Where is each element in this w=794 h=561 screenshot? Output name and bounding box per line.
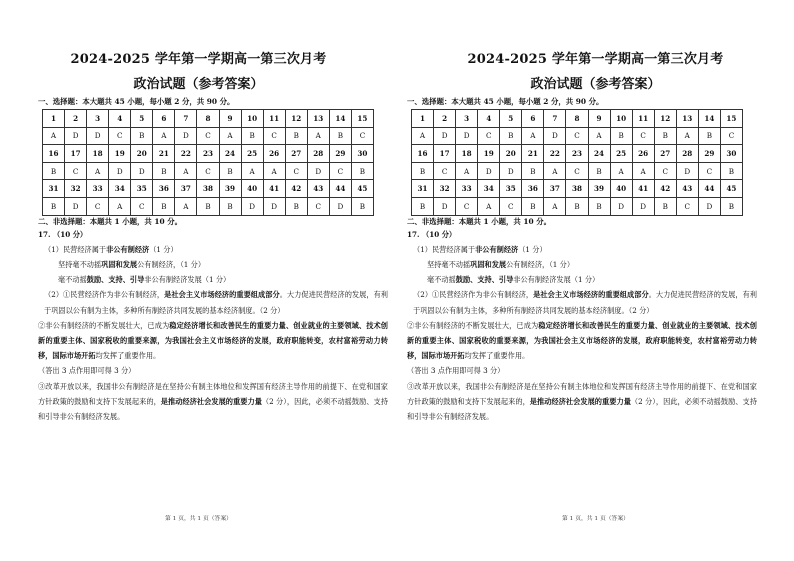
answer-row: [43, 127, 374, 145]
q17-part1-line3: 毫不动摇鼓励、支持、引导非公有制经济发展（1 分）: [58, 275, 231, 285]
answer-cell: A: [109, 197, 131, 215]
question-number-cell: 32: [434, 180, 456, 198]
section-nonchoice-heading: 二、非选择题：本题共 1 小题，共 10 分。: [38, 216, 182, 226]
question-number-cell: 18: [456, 145, 478, 163]
question-number-cell: 13: [307, 110, 329, 128]
answer-cell: B: [500, 127, 522, 145]
answer-cell: C: [698, 162, 720, 180]
question-number-cell: 6: [153, 110, 175, 128]
question-number-cell: 35: [500, 180, 522, 198]
question-number-row: [43, 145, 374, 163]
answer-cell: A: [43, 127, 65, 145]
question-number-cell: 9: [219, 110, 241, 128]
answer-cell: B: [566, 197, 588, 215]
answer-cell: C: [285, 162, 307, 180]
answer-cell: C: [676, 197, 698, 215]
answer-cell: A: [175, 197, 197, 215]
question-number-cell: 19: [109, 145, 131, 163]
answer-cell: A: [456, 162, 478, 180]
question-number-cell: 28: [676, 145, 698, 163]
answer-cell: B: [412, 197, 434, 215]
question-number-cell: 23: [197, 145, 219, 163]
answer-cell: D: [175, 127, 197, 145]
question-number-cell: 25: [610, 145, 632, 163]
question-number-cell: 37: [175, 180, 197, 198]
question-number-cell: 4: [109, 110, 131, 128]
q17-part1-line1: （1）民营经济属于非公有制经济（1 分）: [44, 244, 178, 254]
answer-cell: D: [544, 127, 566, 145]
question-number-cell: 32: [65, 180, 87, 198]
question-number-cell: 41: [632, 180, 654, 198]
answer-row: [412, 197, 743, 215]
q17-part2-point3: ③改革开放以来，我国非公有制经济是在坚持公有制主体地位和发挥国有经济主导作用的前提下、在党和国家方针政策的鼓励和支持下发展起来的，是推动经济社会发展的重要力量（2 分），因此，必须不动摇鼓励、支持和引导非公有制经济发展。: [38, 381, 388, 421]
answer-cell: B: [654, 127, 676, 145]
answer-cell: B: [219, 162, 241, 180]
question-number-cell: 10: [241, 110, 263, 128]
answer-cell: D: [87, 127, 109, 145]
answer-cell: C: [329, 162, 351, 180]
answer-cell: C: [456, 197, 478, 215]
answer-cell: A: [153, 127, 175, 145]
answer-cell: D: [632, 197, 654, 215]
page-title: 2024-2025 学年第一学期高一第三次月考: [70, 52, 327, 67]
answer-cell: D: [434, 197, 456, 215]
answer-cell: B: [219, 197, 241, 215]
question-number-cell: 33: [87, 180, 109, 198]
question-number-cell: 44: [698, 180, 720, 198]
question-number-cell: 41: [263, 180, 285, 198]
answer-cell: B: [329, 127, 351, 145]
question-number-cell: 34: [478, 180, 500, 198]
question-number-cell: 3: [87, 110, 109, 128]
answer-cell: B: [720, 197, 742, 215]
q17-part2-point2: ②非公有制经济的不断发展壮大，已成为稳定经济增长和改善民生的重要力量、创业就业的主要领域、技术创新的重要主体、国家税收的重要来源，为我国社会主义市场经济的发展，政府职能转变，农村富裕劳动力转移，国际市场开拓均发挥了重要作用。: [38, 320, 388, 361]
question-number-cell: 4: [478, 110, 500, 128]
answer-cell: A: [676, 127, 698, 145]
answer-cell: B: [588, 162, 610, 180]
question-number-cell: 35: [131, 180, 153, 198]
answer-cell: A: [263, 162, 285, 180]
answer-cell: D: [329, 197, 351, 215]
question-number-cell: 26: [263, 145, 285, 163]
question-number-cell: 8: [566, 110, 588, 128]
question-number-cell: 29: [329, 145, 351, 163]
question-17-heading: 17. （10 分）: [38, 229, 88, 239]
answer-cell: B: [241, 127, 263, 145]
question-number-cell: 21: [153, 145, 175, 163]
question-number-row: [412, 110, 743, 128]
question-number-cell: 44: [329, 180, 351, 198]
question-number-cell: 8: [197, 110, 219, 128]
answer-cell: C: [87, 197, 109, 215]
question-number-cell: 39: [588, 180, 610, 198]
page-title: 2024-2025 学年第一学期高一第三次月考: [467, 52, 724, 67]
q17-part1-line2: 坚持毫不动摇巩固和发展公有制经济，（1 分）: [427, 259, 575, 269]
page-subtitle: 政治试题（参考答案）: [530, 77, 661, 92]
question-number-cell: 2: [434, 110, 456, 128]
question-number-cell: 15: [720, 110, 742, 128]
question-number-cell: 40: [241, 180, 263, 198]
answer-cell: D: [263, 197, 285, 215]
q17-scoring-note: （答出 3 点作用即可得 3 分）: [38, 366, 136, 376]
answer-cell: B: [131, 127, 153, 145]
answer-cell: B: [698, 127, 720, 145]
question-number-cell: 31: [43, 180, 65, 198]
answer-cell: D: [610, 197, 632, 215]
question-number-cell: 17: [434, 145, 456, 163]
answer-cell: A: [412, 127, 434, 145]
question-number-cell: 38: [566, 180, 588, 198]
question-number-cell: 40: [610, 180, 632, 198]
question-number-cell: 37: [544, 180, 566, 198]
q17-part1-line1: （1）民营经济属于非公有制经济（1 分）: [413, 244, 547, 254]
question-number-cell: 31: [412, 180, 434, 198]
answer-row: [43, 162, 374, 180]
question-number-cell: 45: [720, 180, 742, 198]
answer-cell: C: [197, 162, 219, 180]
answer-cell: B: [654, 197, 676, 215]
answer-cell: C: [500, 197, 522, 215]
answer-cell: D: [65, 197, 87, 215]
answer-cell: A: [478, 197, 500, 215]
question-number-cell: 33: [456, 180, 478, 198]
question-number-cell: 9: [588, 110, 610, 128]
answer-cell: B: [197, 197, 219, 215]
answer-cell: C: [566, 162, 588, 180]
question-number-cell: 20: [500, 145, 522, 163]
question-number-cell: 5: [131, 110, 153, 128]
answer-cell: B: [43, 197, 65, 215]
answer-cell: D: [456, 127, 478, 145]
answer-cell: B: [522, 197, 544, 215]
question-number-cell: 16: [43, 145, 65, 163]
answer-cell: D: [131, 162, 153, 180]
question-number-cell: 27: [654, 145, 676, 163]
answer-cell: B: [43, 162, 65, 180]
answer-cell: C: [263, 127, 285, 145]
answer-cell: B: [412, 162, 434, 180]
answer-cell: D: [434, 127, 456, 145]
question-number-cell: 26: [632, 145, 654, 163]
answer-cell: B: [720, 162, 742, 180]
page-subtitle: 政治试题（参考答案）: [133, 77, 264, 92]
question-number-cell: 12: [654, 110, 676, 128]
question-number-cell: 11: [263, 110, 285, 128]
question-number-cell: 14: [698, 110, 720, 128]
q17-part2-point1: （2）①民营经济作为非公有制经济，是社会主义市场经济的重要组成部分。大力促进民营经济的发展，有利于巩固以公有制为主体，多种所有制经济共同发展的基本经济制度。（2 分）: [44, 290, 388, 315]
answer-cell: C: [65, 162, 87, 180]
question-number-cell: 12: [285, 110, 307, 128]
question-number-cell: 1: [43, 110, 65, 128]
question-number-row: [412, 180, 743, 198]
answer-cell: A: [87, 162, 109, 180]
answer-cell: A: [219, 127, 241, 145]
answer-cell: A: [241, 162, 263, 180]
question-17-heading: 17. （10 分）: [407, 229, 457, 239]
answer-cell: C: [566, 127, 588, 145]
question-number-cell: 45: [351, 180, 373, 198]
question-number-cell: 17: [65, 145, 87, 163]
question-number-cell: 24: [588, 145, 610, 163]
q17-part2-point3: ③改革开放以来，我国非公有制经济是在坚持公有制主体地位和发挥国有经济主导作用的前提下、在党和国家方针政策的鼓励和支持下发展起来的，是推动经济社会发展的重要力量（2 分），因此，必须不动摇鼓励、支持和引导非公有制经济发展。: [407, 381, 757, 421]
q17-part2-point1: （2）①民营经济作为非公有制经济，是社会主义市场经济的重要组成部分。大力促进民营经济的发展，有利于巩固以公有制为主体，多种所有制经济共同发展的基本经济制度。（2 分）: [413, 290, 757, 315]
page-footer: 第 1 页，共 1 页（答案）: [165, 516, 232, 522]
answer-cell: D: [500, 162, 522, 180]
question-number-row: [43, 180, 374, 198]
answer-content: [407, 96, 757, 424]
question-number-cell: 42: [654, 180, 676, 198]
question-number-cell: 3: [456, 110, 478, 128]
question-number-cell: 23: [566, 145, 588, 163]
answer-cell: B: [351, 162, 373, 180]
answer-cell: C: [307, 197, 329, 215]
answer-row: [412, 162, 743, 180]
question-number-cell: 30: [351, 145, 373, 163]
answer-cell: D: [676, 162, 698, 180]
question-number-cell: 10: [610, 110, 632, 128]
q17-part2-point2: ②非公有制经济的不断发展壮大，已成为稳定经济增长和改善民生的重要力量、创业就业的主要领域、技术创新的重要主体、国家税收的重要来源，为我国社会主义市场经济的发展，政府职能转变，农村富裕劳动力转移，国际市场开拓均发挥了重要作用。: [407, 320, 757, 361]
answer-page-right: [397, 0, 794, 561]
section-choice-heading: 一、选择题：本大题共 45 小题，每小题 2 分，共 90 分。: [38, 97, 235, 106]
question-number-cell: 24: [219, 145, 241, 163]
answer-cell: D: [241, 197, 263, 215]
answer-cell: C: [632, 127, 654, 145]
question-number-cell: 43: [676, 180, 698, 198]
answer-cell: C: [434, 162, 456, 180]
answer-cell: A: [175, 162, 197, 180]
answer-cell: B: [153, 197, 175, 215]
answer-cell: A: [307, 127, 329, 145]
answer-cell: A: [522, 127, 544, 145]
question-number-cell: 42: [285, 180, 307, 198]
question-number-row: [412, 145, 743, 163]
answer-cell: A: [544, 162, 566, 180]
answer-cell: B: [351, 197, 373, 215]
answer-row: [43, 197, 374, 215]
question-number-cell: 14: [329, 110, 351, 128]
question-number-cell: 28: [307, 145, 329, 163]
question-number-cell: 22: [175, 145, 197, 163]
question-number-cell: 27: [285, 145, 307, 163]
question-number-cell: 36: [522, 180, 544, 198]
answer-content: [38, 96, 388, 424]
answer-cell: C: [351, 127, 373, 145]
answer-cell: C: [109, 127, 131, 145]
answer-cell: B: [522, 162, 544, 180]
question-number-cell: 21: [522, 145, 544, 163]
answer-cell: A: [632, 162, 654, 180]
question-number-cell: 13: [676, 110, 698, 128]
answer-cell: D: [307, 162, 329, 180]
q17-part1-line3: 毫不动摇鼓励、支持、引导非公有制经济发展（1 分）: [427, 275, 600, 285]
section-choice-heading: 一、选择题：本大题共 45 小题，每小题 2 分，共 90 分。: [407, 97, 604, 106]
question-number-cell: 20: [131, 145, 153, 163]
question-number-row: [43, 110, 374, 128]
answer-cell: C: [720, 127, 742, 145]
question-number-cell: 25: [241, 145, 263, 163]
answer-cell: B: [588, 197, 610, 215]
answer-cell: C: [478, 127, 500, 145]
answer-cell: C: [654, 162, 676, 180]
answer-cell: A: [588, 127, 610, 145]
question-number-cell: 34: [109, 180, 131, 198]
page-footer: 第 1 页，共 1 页（答案）: [562, 516, 629, 522]
question-number-cell: 29: [698, 145, 720, 163]
question-number-cell: 22: [544, 145, 566, 163]
answer-cell: D: [478, 162, 500, 180]
question-number-cell: 36: [153, 180, 175, 198]
question-number-cell: 18: [87, 145, 109, 163]
question-number-cell: 11: [632, 110, 654, 128]
answer-cell: A: [610, 162, 632, 180]
question-number-cell: 19: [478, 145, 500, 163]
question-number-cell: 2: [65, 110, 87, 128]
section-nonchoice-heading: 二、非选择题：本题共 1 小题，共 10 分。: [407, 216, 551, 226]
q17-scoring-note: （答出 3 点作用即可得 3 分）: [407, 366, 505, 376]
answer-cell: B: [285, 127, 307, 145]
question-number-cell: 38: [197, 180, 219, 198]
q17-part1-line2: 坚持毫不动摇巩固和发展公有制经济，（1 分）: [58, 259, 206, 269]
answer-cell: C: [197, 127, 219, 145]
answer-cell: C: [131, 197, 153, 215]
question-number-cell: 39: [219, 180, 241, 198]
question-number-cell: 6: [522, 110, 544, 128]
answer-cell: D: [65, 127, 87, 145]
question-number-cell: 16: [412, 145, 434, 163]
question-number-cell: 5: [500, 110, 522, 128]
answer-cell: B: [610, 127, 632, 145]
answer-cell: B: [153, 162, 175, 180]
question-number-cell: 7: [175, 110, 197, 128]
question-number-cell: 7: [544, 110, 566, 128]
question-number-cell: 15: [351, 110, 373, 128]
answer-cell: A: [544, 197, 566, 215]
answer-cell: D: [698, 197, 720, 215]
answer-row: [412, 127, 743, 145]
question-number-cell: 30: [720, 145, 742, 163]
question-number-cell: 1: [412, 110, 434, 128]
answer-cell: D: [109, 162, 131, 180]
answer-table: [42, 109, 374, 216]
answer-cell: B: [285, 197, 307, 215]
question-number-cell: 43: [307, 180, 329, 198]
answer-table: [411, 109, 743, 216]
